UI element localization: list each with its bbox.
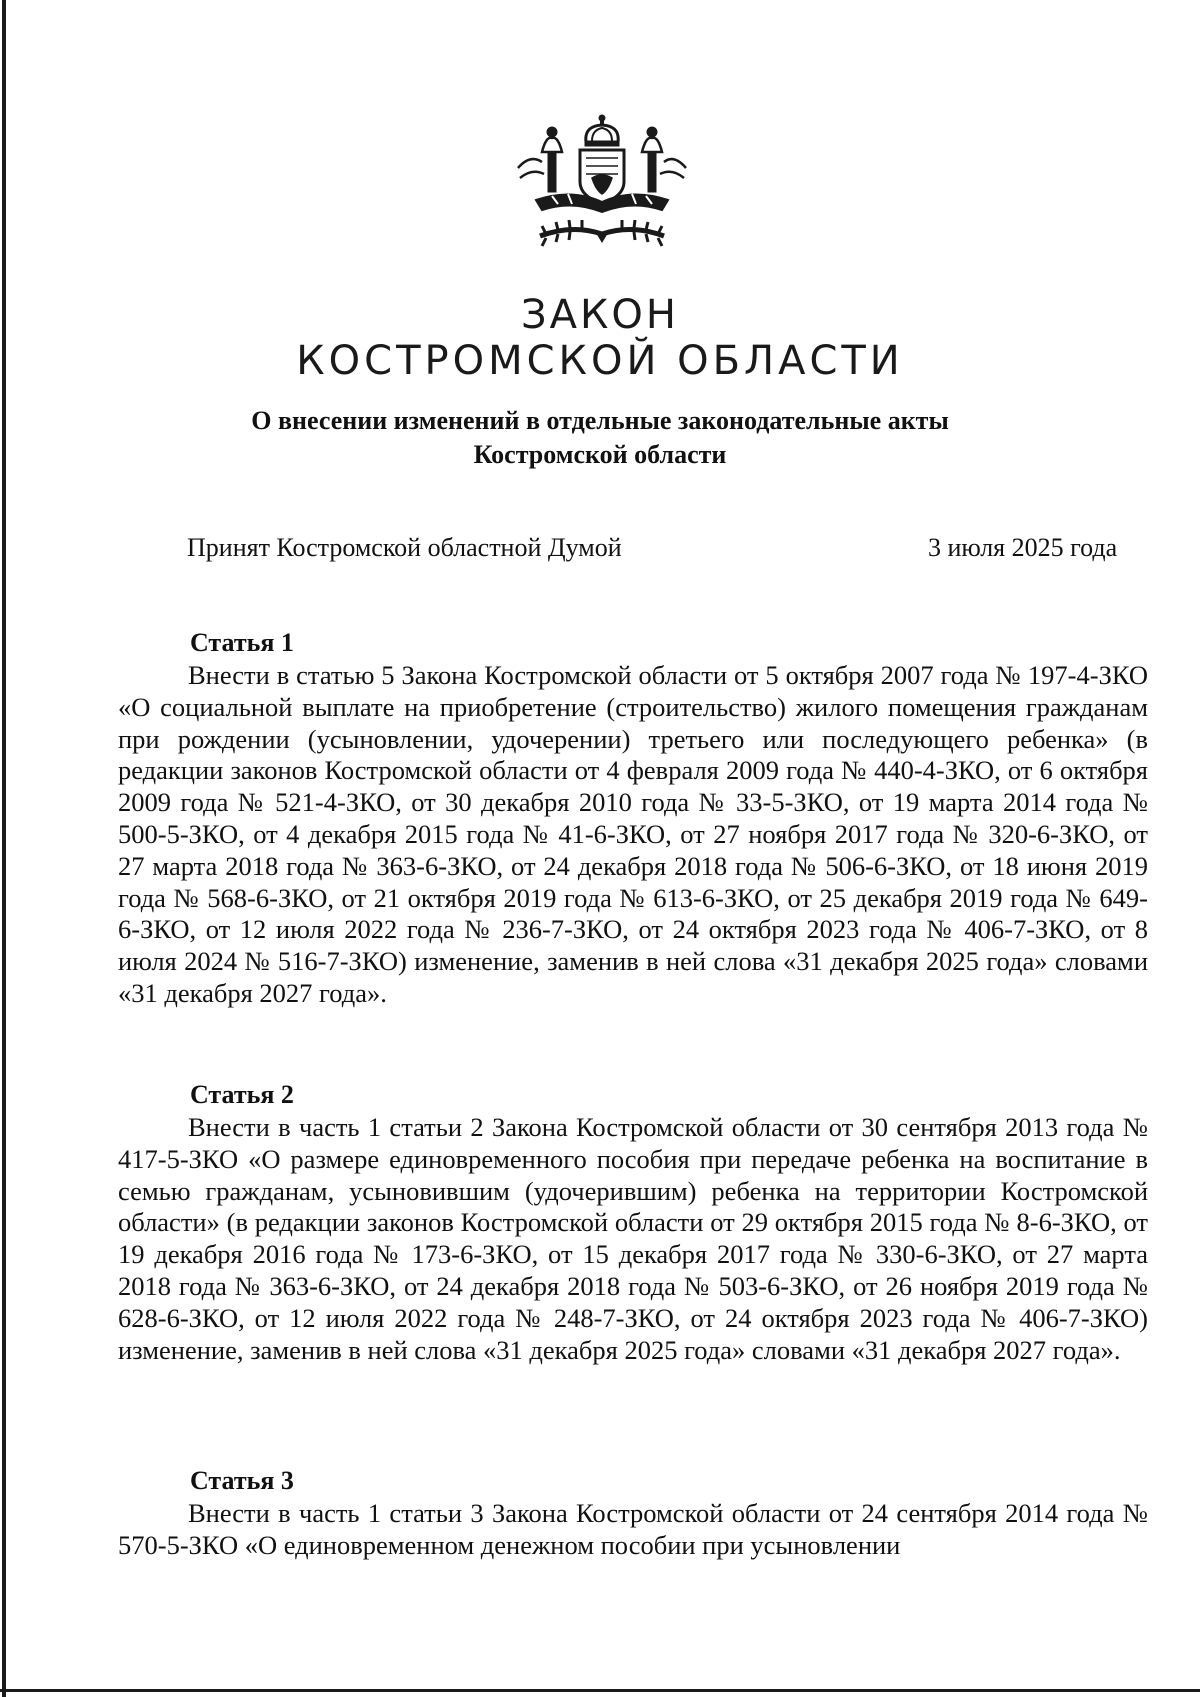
article-3-text <box>118 1498 1148 1562</box>
article-2-paragraph: Внести в часть 1 статьи 2 Закона Костромской области от 30 сентября 2013 года № 417-5-ЗКО «О размере единовременного пособия при передаче ребенка на воспитание в семью гражданам, усыновившим (удочерившим) ребенка на территории Костромской области» (в редакции законов Костромской области от 29 октября 2015 года № 8-6-ЗКО, от 19 декабря 2016 года № 173-6-ЗКО, от 15 декабря 2017 года № 330-6-ЗКО, от 27 марта 2018 года № 363-6-ЗКО, от 24 декабря 2018 года № 503-6-ЗКО, от 26 ноября 2019 года № 628-6-ЗКО, от 12 июля 2022 года № 248-7-ЗКО, от 24 октября 2023 года № 406-7-ЗКО) изменение, заменив в ней слова «31 декабря 2025 года» словами «31 декабря 2027 года». <box>118 1112 1148 1365</box>
article-2-text <box>118 1112 1148 1366</box>
document-title-line-2: Костромской области <box>473 440 727 469</box>
law-heading: ЗАКОН <box>521 292 679 338</box>
article-1-paragraph: Внести в статью 5 Закона Костромской области от 5 октября 2007 года № 197-4-ЗКО «О социальной выплате на приобретение (строительство) жилого помещения гражданам при рождении (усыновлении, удочерении) третьего или последующего ребенка» (в редакции законов Костромской области от 4 февраля 2009 года № 440-4-ЗКО, от 6 октября 2009 года № 521-4-ЗКО, от 30 декабря 2010 года № 33-5-ЗКО, от 19 марта 2014 года № 500-5-ЗКО, от 4 декабря 2015 года № 41-6-ЗКО, от 27 ноября 2017 года № 320-6-ЗКО, от 27 марта 2018 года № 363-6-ЗКО, от 24 декабря 2018 года № 506-6-ЗКО, от 18 июня 2019 года № 568-6-ЗКО, от 21 октября 2019 года № 613-6-ЗКО, от 25 декабря 2019 года № 649-6-ЗКО, от 12 июля 2022 года № 236-7-ЗКО, от 24 октября 2023 года № 406-7-ЗКО, от 8 июля 2024 № 516-7-ЗКО) изменение, заменив в ней слова «31 декабря 2025 года» словами «31 декабря 2027 года». <box>118 660 1148 1008</box>
scan-edge-bottom <box>0 1689 1200 1692</box>
coat-of-arms-emblem <box>512 112 692 262</box>
adopted-by: Принят Костромской областной Думой <box>187 533 622 562</box>
scan-edge-left <box>2 0 6 1697</box>
region-heading: КОСТРОМСКОЙ ОБЛАСТИ <box>296 338 904 384</box>
article-1-heading: Статья 1 <box>190 628 294 657</box>
article-2-heading: Статья 2 <box>190 1080 294 1109</box>
article-1-text <box>118 660 1148 1010</box>
article-3-paragraph: Внести в часть 1 статьи 3 Закона Костромской области от 24 сентября 2014 года № 570-5-ЗКО «О единовременном денежном пособии при усыновлении <box>118 1498 1148 1560</box>
adopted-date: 3 июля 2025 года <box>928 533 1118 562</box>
document-title-line-1: О внесении изменений в отдельные законодательные акты <box>251 406 949 435</box>
article-3-heading: Статья 3 <box>190 1466 294 1495</box>
